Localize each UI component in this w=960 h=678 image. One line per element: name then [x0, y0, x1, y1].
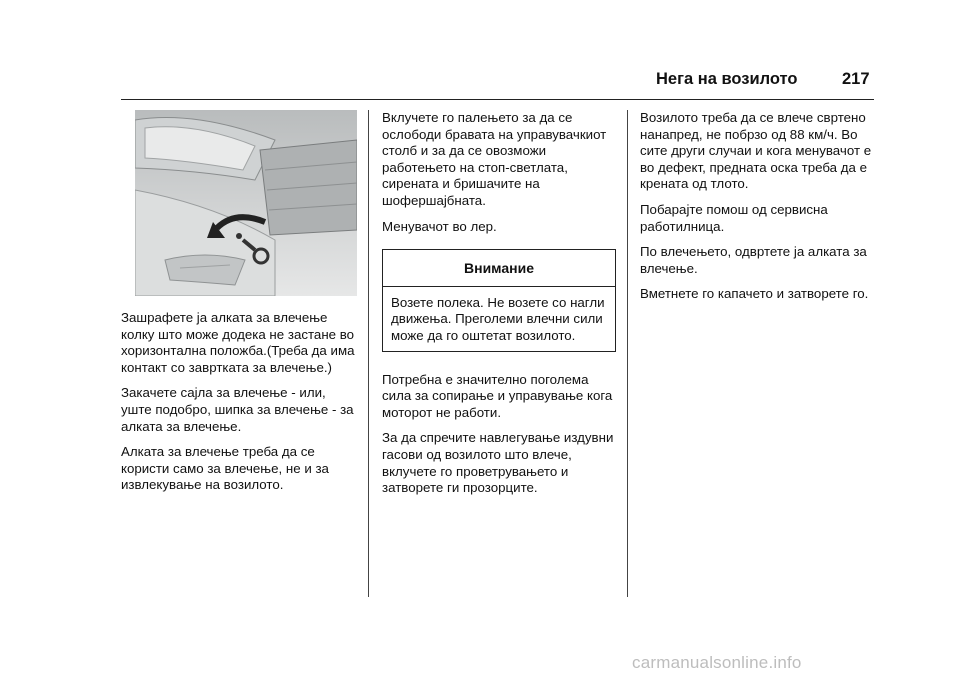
column-3	[640, 110, 876, 312]
paragraph: Зашрафете ја алката за влечење колку што може додека не застане во хоризонтална положба.(Треба да има контакт со завртката за влечење.)	[121, 310, 355, 375]
paragraph: За да спречите навлегување издувни гасови од возилото што влече, вклучете го проветрувањето и затворете ги прозорците.	[382, 430, 614, 496]
car-front-towing-eye-drawing	[135, 110, 357, 296]
warning-text: Возете полека. Не возете со нагли движења. Преголеми влечни сили може да го оштетат возилото.	[391, 294, 605, 343]
column-divider-1	[368, 110, 369, 597]
paragraph: Побарајте помош од сервисна работилница.	[640, 201, 828, 234]
warning-box	[382, 249, 616, 351]
header-rule	[121, 99, 874, 100]
paragraph: Закачете сајла за влечење - или, уште подобро, шипка за влечење - за алката за влечење.	[121, 385, 354, 434]
running-header-title: Нега на возилото	[656, 70, 798, 88]
watermark: carmanualsonline.info	[632, 653, 802, 672]
column-2	[382, 110, 616, 506]
page-number: 217	[842, 70, 870, 88]
warning-title: Внимание	[383, 250, 615, 287]
paragraph: Менувачот во лер.	[382, 218, 497, 234]
paragraph: Алката за влечење треба да се користи само за влечење, не и за извлекување на возилото.	[121, 444, 329, 493]
paragraph: По влечењето, одвртете ја алката за влечење.	[640, 244, 867, 276]
towing-eye-illustration	[135, 110, 357, 296]
column-1	[121, 110, 356, 503]
paragraph: Потребна е значително поголема сила за сопирање и управување кога моторот не работи.	[382, 371, 613, 420]
paragraph: Возилото треба да се влече свртено нанапред, не побрзо од 88 км/ч. Во сите други случаи и кога менувачот е во дефект, предната оска треба да е крената од тлото.	[640, 110, 872, 192]
paragraph: Вметнете го капачето и затворете го.	[640, 286, 869, 302]
column-divider-2	[627, 110, 628, 597]
paragraph: Вклучете го палењето за да се ослободи бравата на управувачкиот столб и за да се овозможи работењето на стоп-светлата, сирената и бришачите на шофершајбната.	[382, 110, 607, 208]
